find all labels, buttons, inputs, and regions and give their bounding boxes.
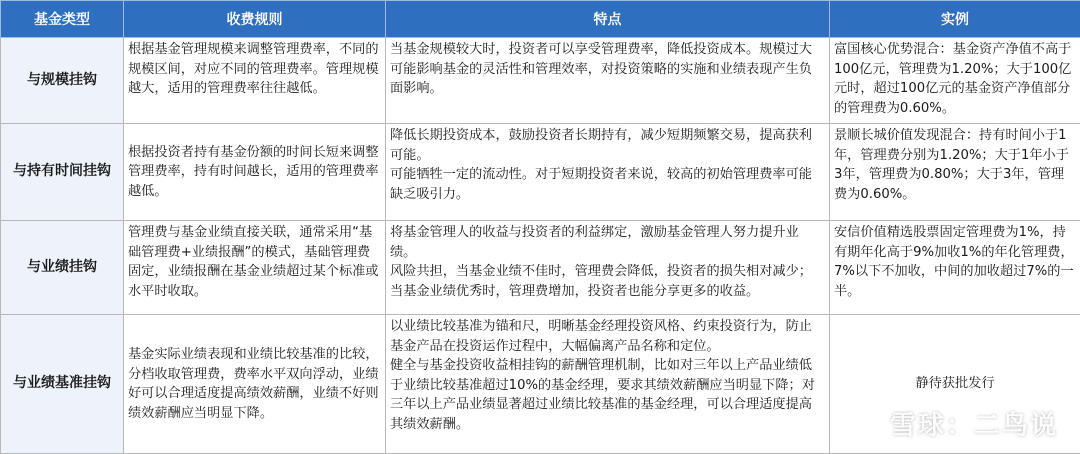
- watermark-text: 雪球：二鸟说: [890, 405, 1058, 442]
- features-cell: [386, 38, 830, 124]
- features-text: 将基金管理人的收益与投资者的利益绑定，激励基金管理人努力提升业绩。: [390, 223, 825, 262]
- header-row: [1, 1, 1080, 38]
- features-text: 降低长期投资成本，鼓励投资者长期持有，减少短期频繁交易，提高获利可能。: [390, 126, 825, 165]
- header-example: 实例: [830, 1, 1080, 38]
- fee-rule-cell: 根据投资者持有基金份额的时间长短来调整管理费率，持有时间越长，适用的管理费率越低。: [124, 124, 386, 221]
- fee-rule-cell: 根据基金管理规模来调整管理费率，不同的规模区间，对应不同的管理费率。管理规模越大，适用的管理费率往往越低。: [124, 38, 386, 124]
- example-cell: 安信价值精选股票固定管理费为1%，持有期年化高于9%加收1%的年化管理费，7%以下不加收，中间的加收超过7%的一半。: [830, 221, 1080, 315]
- features-text: 健全与基金投资收益相挂钩的薪酬管理机制，比如对三年以上产品业绩低于业绩比较基准超过10%的基金经理，要求其绩效薪酬应当明显下降；对三年以上产品业绩显著超过业绩比较基准的基金经理，可以合理适度提高其绩效薪酬。: [390, 356, 825, 434]
- header-features: 特点: [386, 1, 830, 38]
- features-cell: [386, 221, 830, 315]
- features-cell: [386, 315, 830, 454]
- features-text: 当基金规模较大时，投资者可以享受管理费率，降低投资成本。规模过大可能影响基金的灵活性和管理效率，对投资策略的实施和业绩表现产生负面影响。: [390, 40, 825, 99]
- watermark: [852, 405, 1058, 442]
- table-row: [1, 221, 1080, 315]
- example-cell: 景顺长城价值发现混合：持有时间小于1年，管理费分别为1.20%；大于1年小于3年，管理费为0.80%；大于3年，管理费为0.60%。: [830, 124, 1080, 221]
- header-fee-rule: 收费规则: [124, 1, 386, 38]
- fee-rule-cell: 管理费与基金业绩直接关联，通常采用“基础管理费+业绩报酬”的模式，基础管理费固定，业绩报酬在基金业绩超过某个标准或水平时收取。: [124, 221, 386, 315]
- fund-type-cell: 与业绩挂钩: [1, 221, 124, 315]
- table-row: [1, 38, 1080, 124]
- snowball-logo-icon: [852, 409, 882, 439]
- fund-type-cell: 与规模挂钩: [1, 38, 124, 124]
- fund-type-cell: 与业绩基准挂钩: [1, 315, 124, 454]
- example-cell: 静待获批发行: [830, 315, 1080, 454]
- features-text: 风险共担，当基金业绩不佳时，管理费会降低，投资者的损失相对减少；当基金业绩优秀时，管理费增加，投资者也能分享更多的收益。: [390, 262, 825, 301]
- fee-rule-cell: 基金实际业绩表现和业绩比较基准的比较，分档收取管理费，费率水平双向浮动，业绩好可以合理适度提高绩效薪酬，业绩不好则绩效薪酬应当明显下降。: [124, 315, 386, 454]
- features-text: 可能牺牲一定的流动性。对于短期投资者来说，较高的初始管理费率可能缺乏吸引力。: [390, 165, 825, 204]
- features-cell: [386, 124, 830, 221]
- features-text: 以业绩比较基准为锚和尺，明晰基金经理投资风格、约束投资行为，防止基金产品在投资运作过程中，大幅偏离产品名称和定位。: [390, 317, 825, 356]
- example-cell: 富国核心优势混合：基金资产净值不高于100亿元，管理费为1.20%；大于100亿元时，超过100亿元的基金资产净值部分的管理费为0.60%。: [830, 38, 1080, 124]
- header-fund-type: 基金类型: [1, 1, 124, 38]
- fund-type-cell: 与持有时间挂钩: [1, 124, 124, 221]
- table-row: [1, 124, 1080, 221]
